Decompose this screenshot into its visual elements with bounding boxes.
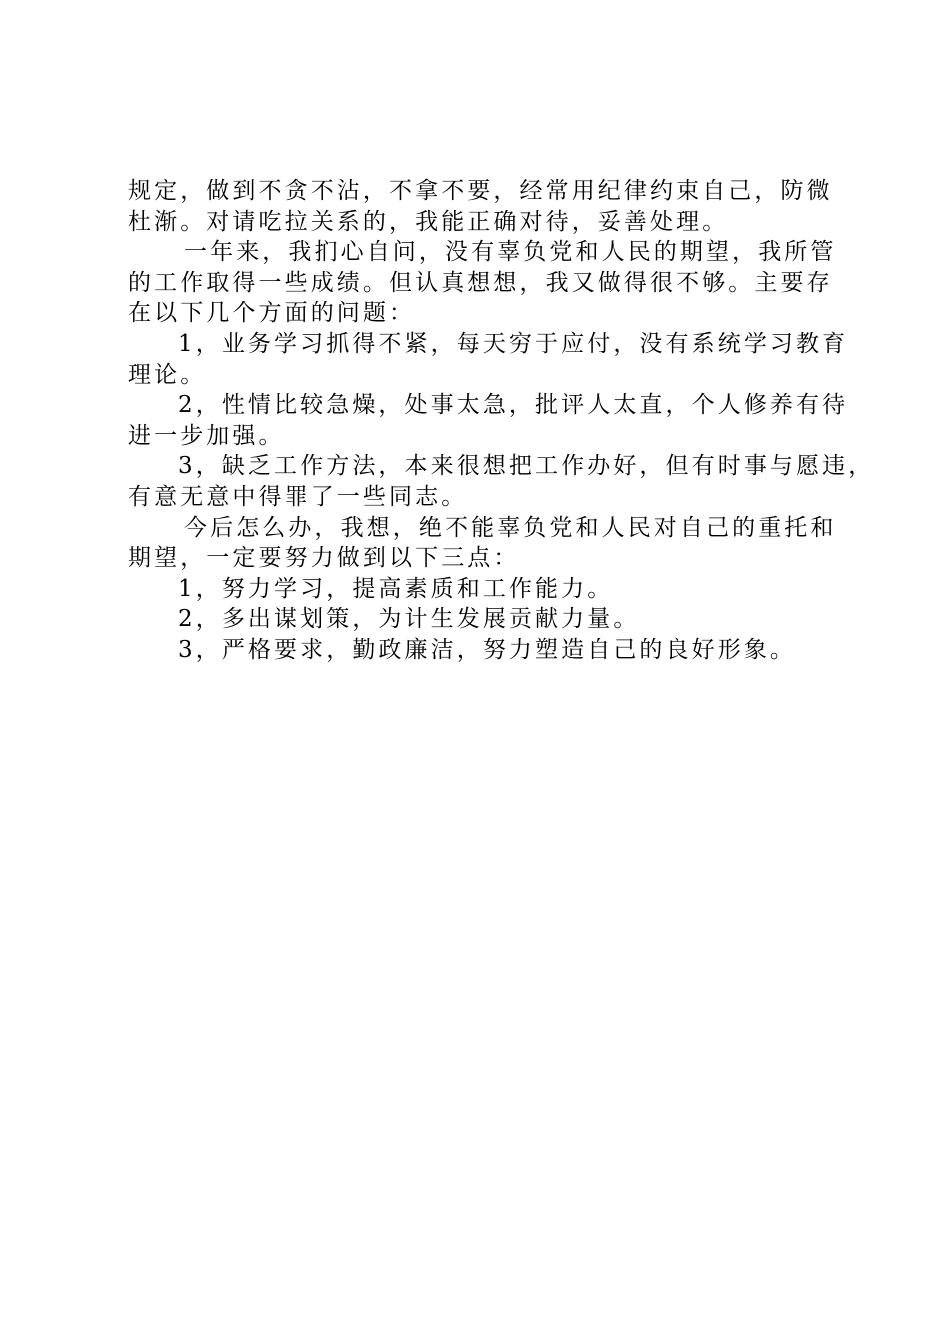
text-line: 期望，一定要努力做到以下三点： (128, 545, 520, 572)
text-line: 理论。 (128, 361, 207, 388)
text-line: 的工作取得一些成绩。但认真想想，我又做得很不够。主要存 (128, 269, 833, 296)
list-item: 2，多出谋划策，为计生发展贡献力量。 (178, 606, 640, 633)
text-line: 今后怎么办，我想，绝不能辜负党和人民对自己的重托和 (184, 514, 837, 541)
text-line: 在以下几个方面的问题： (128, 300, 416, 327)
document-body (128, 176, 875, 666)
list-item: 1，努力学习，提高素质和工作能力。 (178, 575, 614, 602)
text-line: 有意无意中得罪了一些同志。 (128, 483, 468, 510)
list-item: 3，严格要求，勤政廉洁，努力塑造自己的良好形象。 (178, 636, 797, 663)
text-line: 进一步加强。 (128, 422, 285, 449)
list-item: 2，性情比较急燥，处事太急，批评人太直，个人修养有待 (178, 392, 849, 419)
list-item: 1，业务学习抓得不紧，每天穷于应付，没有系统学习教育 (178, 330, 849, 357)
text-line: 一年来，我扪心自问，没有辜负党和人民的期望，我所管 (184, 239, 837, 266)
text-line: 杜渐。对请吃拉关系的，我能正确对待，妥善处理。 (128, 208, 729, 235)
text-line: 规定，做到不贪不沾，不拿不要，经常用纪律约束自己，防微 (128, 178, 833, 204)
list-item: 3，缺乏工作方法，本来很想把工作办好，但有时事与愿违， (178, 453, 875, 480)
